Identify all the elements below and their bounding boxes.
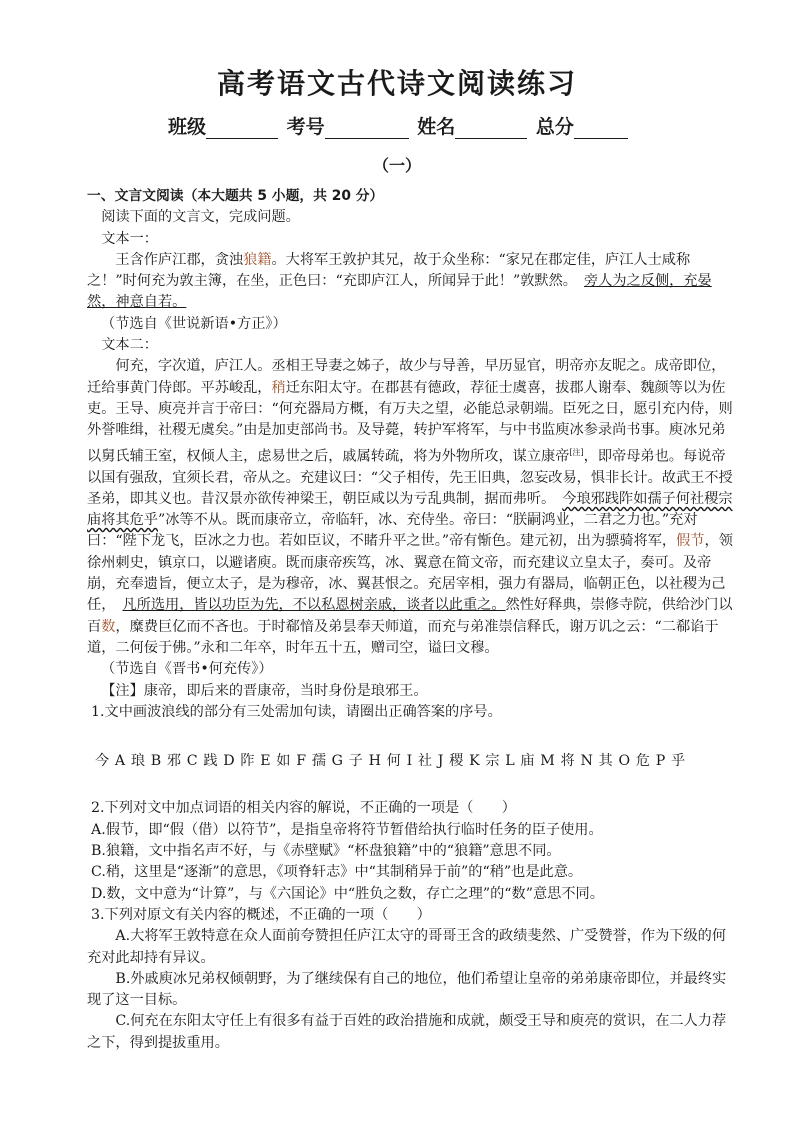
score-blank[interactable] xyxy=(574,118,628,139)
section-heading: 一、文言文阅读（本大题共 5 小题，共 20 分） xyxy=(87,188,384,204)
exam-no-label: 考号 xyxy=(286,116,325,138)
text1-label: 文本一： xyxy=(101,230,158,247)
dotted-word-shao: 稍 xyxy=(271,379,286,396)
question-1: 1.文中画波浪线的部分有三处需加句读，请圈出正确答案的序号。 xyxy=(91,703,502,720)
part-label: （一） xyxy=(372,156,421,175)
text2-part-f: 然性好释典，崇修寺院，供给沙门以百 xyxy=(87,597,733,635)
dotted-word-jiajie: 假节 xyxy=(676,533,705,550)
text1-paragraph xyxy=(87,250,733,314)
underlined-sentence-2: 凡所选用，皆以功臣为先，不以私恩树亲戚，谈者以此重之。 xyxy=(122,597,506,614)
footnote-marker: [注] xyxy=(569,447,584,457)
text1-part-a: 王含作庐江郡，贪浊 xyxy=(115,251,244,268)
text2-part-b: 迁东阳太守。在郡甚有德政，荐征士虞喜，拔郡人谢奉、魏颜等以为佐吏。王导、庾亮并言于帝曰：“何充器局方概，有万夫之望，必能总录朝端。臣死之日，愿引充内侍，则外誉唯缉，社稷无虞矣。”由是加吏部尚书。及导薨，转护军将军，与中书监庾冰参录尚书事。庾冰兄弟以舅氏辅王室，权倾人主，虑易世之后，戚属转疏，将为外物所攻，谋立康帝 xyxy=(87,379,733,465)
class-label: 班级 xyxy=(168,116,207,138)
footnote: 【注】康帝，即后来的晋康帝，当时身份是琅邪王。 xyxy=(101,682,428,699)
dotted-word-langji: 狼籍 xyxy=(243,251,272,268)
text2-source: （节选自《晋书•何充传》） xyxy=(101,661,273,678)
exam-no-blank[interactable] xyxy=(325,118,409,139)
text2-part-c: ，即帝母弟也。每说帝以国有强敌，宜须长君，帝从之。充建议曰：“父子相传，先王旧典，忽妄改易，惧非长计。故武王不授圣弟，即其义也。昔汉景亦欲传神梁王，朝臣咸以为亏乱典制，据而弗听。 xyxy=(87,448,733,507)
text2-paragraph xyxy=(87,356,733,659)
text2-part-e: ，领徐州刺史，镇京口，以避诸庾。既而康帝疾笃，冰、翼意在简文帝，而充建议立皇太子，奏可。及帝崩，充奉遗旨，便立太子，是为穆帝，冰、翼甚恨之。充居宰相，强力有器局，临朝正色，以社稷为己任， xyxy=(87,533,733,614)
text2-part-g: ，糜费巨亿而不吝也。于时郗愔及弟昙奉天师道，而充与弟准崇信释氏，谢万讥之云：“二郗谄于道，二何佞于佛。”永和二年卒，时年五十五，赠司空，谥曰文穆。 xyxy=(87,618,719,656)
worksheet-title: 高考语文古代诗文阅读练习 xyxy=(216,67,577,100)
question-2-option-c[interactable]: C.稍，这里是“逐渐”的意思，《项脊轩志》中“其制稍异于前”的“稍”也是此意。 xyxy=(91,864,583,881)
question-2-option-b[interactable]: B.狼籍，文中指名声不好，与《赤壁赋》“杯盘狼籍”中的“狼籍”意思不同。 xyxy=(91,843,561,860)
student-info-line xyxy=(168,112,630,139)
punctuation-sequence[interactable]: 今 A 琅 B 邪 C 践 D 阼 E 如 F 孺 G 子 H 何 I 社 J 稷 K 宗 L 庙 M 将 N 其 O 危 P 乎 xyxy=(95,753,686,770)
text2-label: 文本二： xyxy=(101,337,158,354)
dotted-word-shu: 数 xyxy=(101,618,116,635)
class-blank[interactable] xyxy=(206,118,278,139)
question-3-option-c[interactable]: C.何充在东阳太守任上有很多有益于百姓的政治措施和成就，颇受王导和庾亮的赏识，在二人力荐之下，得到提拔重用。 xyxy=(87,1013,727,1051)
question-2: 2.下列对文中加点词语的相关内容的解说，不正确的一项是（ ） xyxy=(91,800,516,817)
instruction: 阅读下面的文言文，完成问题。 xyxy=(101,209,300,226)
section-classical-reading xyxy=(87,186,733,1054)
name-label: 姓名 xyxy=(417,116,456,138)
wavy-underlined-passage: 今琅邪践阼如孺子何社稷宗庙将其危乎 xyxy=(87,490,733,529)
text2-part-a: 何充，字次道，庐江人。丞相王导妻之姊子，故少与导善，早历显官，明帝亦友昵之。成帝即位，迁给事黄门侍郎。平苏峻乱， xyxy=(87,358,726,396)
score-label: 总分 xyxy=(535,116,574,138)
question-3: 3.下列对原文有关内容的概述，不正确的一项（ ） xyxy=(91,906,431,923)
text2-part-d: ”冰等不从。既而康帝立，帝临轩，冰、充侍坐。帝曰：“朕嗣鸿业，二君之力也。”充对曰：“陛下龙飞，臣冰之力也。若如臣议，不睹升平之世。”帝有惭色。建元初，出为骠骑将军， xyxy=(87,512,698,550)
underlined-sentence-1: 旁人为之反侧，充晏然，神意自若。 xyxy=(87,273,712,311)
text1-source: （节选自《世说新语•方正》） xyxy=(101,315,287,332)
question-2-option-d[interactable]: D.数，文中意为“计算”，与《六国论》中“胜负之数，存亡之理”的“数”意思不同。 xyxy=(91,885,604,902)
name-blank[interactable] xyxy=(455,118,527,139)
text1-part-b: 。大将军王敦护其兄，故于众坐称：“家兄在郡定佳，庐江人士咸称之！”时何充为敦主簿，在坐，正色曰：“充即庐江人，所闻异于此！”敦默然。 xyxy=(87,251,691,290)
question-3-option-a[interactable]: A.大将军王敦特意在众人面前夸赞担任庐江太守的哥哥王含的政绩斐然、广受赞誉，作为下级的何充对此却持有异议。 xyxy=(87,928,727,966)
question-2-option-a[interactable]: A.假节，即“假（借）以符节”，是指皇帝将符节暂借给执行临时任务的臣子使用。 xyxy=(91,821,603,838)
question-3-option-b[interactable]: B.外戚庾冰兄弟权倾朝野，为了继续保有自己的地位，他们希望让皇帝的弟弟康帝即位，并最终实现了这一目标。 xyxy=(87,970,727,1009)
